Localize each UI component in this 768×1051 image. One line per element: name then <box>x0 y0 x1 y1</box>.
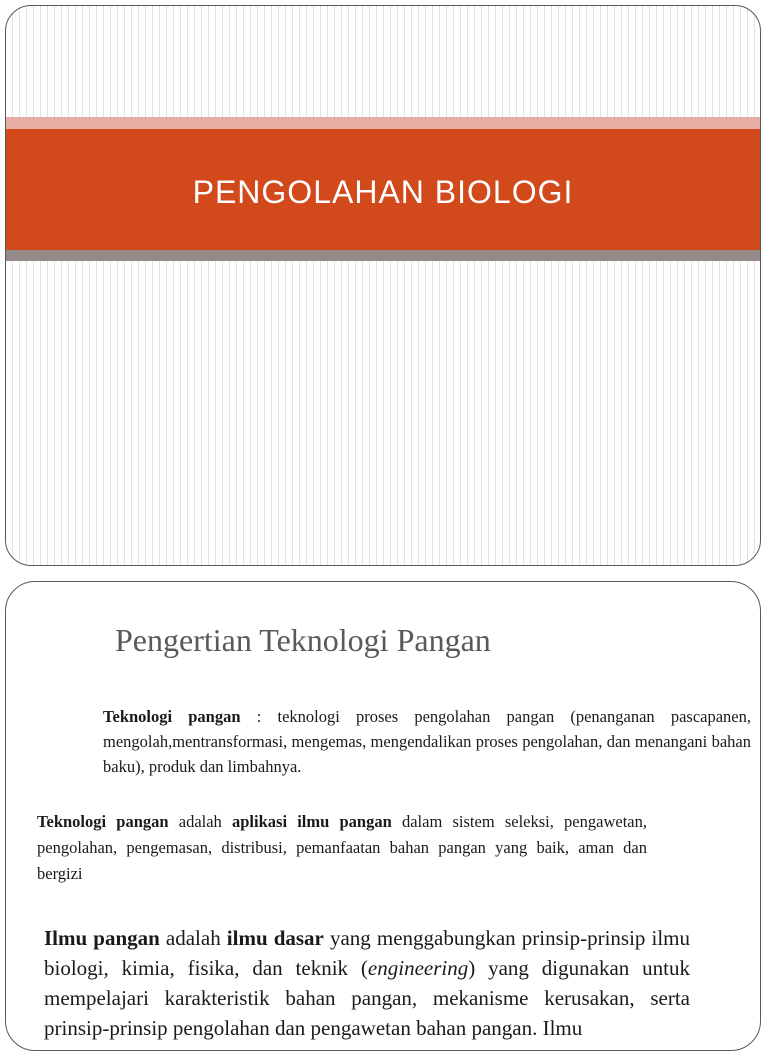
content-slide <box>5 581 761 1051</box>
slide-heading: Pengertian Teknologi Pangan <box>115 622 491 658</box>
connector-text: adalah <box>168 812 232 831</box>
definition-text: dalam sistem seleksi, pengawetan, pengolahan, pengemasan, distribusi, pemanfaatan bahan pangan yang baik, aman dan bergizi <box>37 812 647 883</box>
title-band-bottom-stripe <box>6 250 760 261</box>
definition-text-continued: ) yang digunakan untuk mempelajari karakteristik bahan pangan, mekanisme kerusakan, serta prinsip-prinsip pengolahan dan pengawetan bahan pangan. Ilmu <box>44 956 690 1040</box>
definition-paragraph-2 <box>37 809 647 887</box>
definition-paragraph-1 <box>103 704 751 779</box>
definition-paragraph-3 <box>44 923 690 1043</box>
slide-title: PENGOLAHAN BIOLOGI <box>192 174 574 210</box>
definition-text: yang menggabungkan prinsip-prinsip ilmu biologi, kimia, fisika, dan teknik ( <box>44 926 691 980</box>
term-bold: Teknologi pangan <box>37 812 169 831</box>
term-bold-2: aplikasi ilmu pangan <box>232 812 392 831</box>
title-slide <box>5 5 761 566</box>
title-band-top-stripe <box>6 117 760 129</box>
connector-text: adalah <box>159 926 227 950</box>
italic-term: engineering <box>367 956 469 980</box>
term-bold-2: ilmu dasar <box>226 926 324 950</box>
term-bold: Ilmu pangan <box>44 926 160 950</box>
term-bold: Teknologi pangan <box>103 707 241 726</box>
definition-text: : teknologi proses pengolahan pangan (penanganan pascapanen, mengolah,mentransformasi, mengemas, mengendalikan proses pengolahan, dan menangani bahan baku), produk dan limbahnya. <box>103 707 751 776</box>
